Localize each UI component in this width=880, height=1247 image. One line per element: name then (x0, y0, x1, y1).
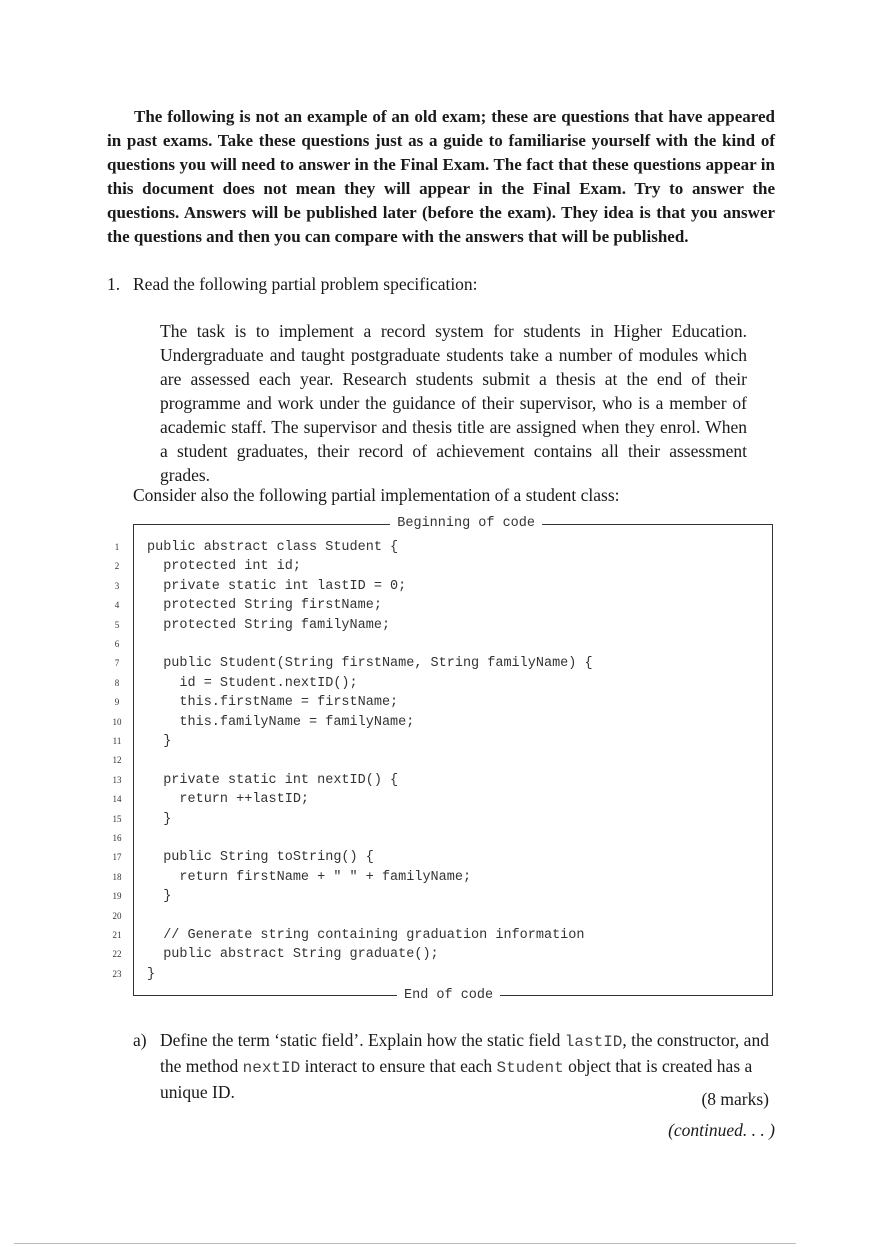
line-number: 19 (112, 891, 122, 902)
code-text: return ++lastID; (147, 792, 310, 808)
code-line (112, 829, 774, 848)
line-number: 17 (112, 852, 122, 863)
line-number: 2 (114, 561, 120, 572)
line-number: 20 (112, 910, 122, 921)
code-line (112, 771, 774, 790)
code-line (112, 868, 774, 887)
part-a-label: a) (133, 1030, 147, 1050)
line-number: 21 (112, 930, 122, 940)
code-text: } (147, 966, 156, 982)
code-line (114, 616, 774, 635)
line-number: 15 (112, 813, 122, 824)
code-text: public String toString() { (147, 850, 374, 866)
code-line (114, 596, 774, 615)
line-number: 4 (114, 600, 120, 611)
question-prompt: Read the following partial problem specification: (133, 274, 478, 294)
code-line (112, 810, 774, 829)
code-line (114, 538, 774, 557)
code-line (112, 907, 774, 926)
code-listing (112, 516, 773, 1003)
line-number: 1 (114, 542, 120, 552)
code-term-lastid: lastID (564, 1033, 623, 1051)
code-text: public abstract class Student { (147, 540, 399, 555)
line-number: 6 (114, 639, 120, 649)
code-line (112, 887, 774, 906)
intro-paragraph: The following is not an example of an old exam; these are questions that have appeared in past exams. Take these questions just as a guide to familiarise yourself with the kind of questions you will need to answer in the Final Exam. The fact that these questions appear in this document does not mean they will appear in the Final Exam. Try to answer the questions. Answers will be published later (before the exam). They idea is that you answer the questions and then you can compare with the answers that will be published. (107, 107, 775, 246)
line-number: 11 (112, 736, 122, 746)
code-text: } (147, 889, 172, 905)
code-begin-caption: Beginning of code (390, 516, 542, 532)
line-number: 9 (114, 697, 120, 708)
part-a-text-4: object that is created has a unique ID. (160, 1056, 753, 1102)
code-line (112, 965, 774, 984)
code-text: protected String firstName; (147, 598, 382, 614)
code-text: } (147, 734, 172, 749)
code-line (112, 713, 774, 732)
code-line (114, 674, 774, 693)
code-text: private static int nextID() { (147, 772, 399, 788)
code-text: public Student(String firstName, String familyName) { (147, 656, 593, 672)
continued-note: (continued. . . ) (668, 1120, 775, 1140)
part-a-text-1: Define the term ‘static field’. Explain how the static field (160, 1030, 565, 1050)
code-text: this.familyName = familyName; (147, 714, 415, 730)
code-text: id = Student.nextID(); (147, 675, 358, 691)
code-line (112, 790, 774, 809)
code-line (112, 945, 774, 964)
line-number: 13 (112, 774, 122, 785)
line-number: 23 (112, 968, 122, 979)
code-text: public abstract String graduate(); (147, 947, 439, 963)
code-text: } (147, 811, 172, 827)
code-text: protected String familyName; (147, 617, 391, 633)
line-number: 14 (112, 794, 122, 805)
code-introduction: Consider also the following partial implementation of a student class: (133, 485, 620, 505)
marks: (8 marks) (701, 1089, 769, 1109)
line-number: 8 (114, 677, 120, 688)
code-term-student: Student (496, 1059, 564, 1077)
problem-specification: The task is to implement a record system for students in Higher Education. Undergraduate and taught postgraduate students take a number of modules which are assessed each year. Research students submit a thesis at the end of their programme and work under the guidance of their supervisor, who is a member of academic staff. The supervisor and thesis title are assigned when they enrol. When a student graduates, their record of achievement contains all their assessment grades. (160, 321, 747, 485)
code-line (112, 848, 774, 867)
code-line (112, 926, 774, 945)
part-a-text-3: interact to ensure that each (300, 1056, 497, 1076)
code-term-nextid: nextID (242, 1059, 301, 1077)
line-number: 18 (112, 871, 122, 882)
code-line (114, 635, 774, 654)
line-number: 10 (112, 716, 122, 727)
code-line (114, 557, 774, 576)
question-number: 1. (107, 274, 121, 294)
code-end-caption: End of code (397, 988, 500, 1004)
code-text: protected int id; (147, 559, 301, 575)
part-a-text-2: , the constructor, and the method (160, 1030, 769, 1076)
code-text: private static int lastID = 0; (147, 578, 407, 594)
line-number: 3 (114, 580, 120, 591)
code-line (112, 732, 774, 751)
code-text: return firstName + " " + familyName; (147, 869, 472, 885)
line-number: 16 (112, 833, 122, 843)
code-line (112, 751, 774, 770)
code-line (114, 577, 774, 596)
line-number: 12 (112, 755, 122, 766)
line-number: 22 (112, 949, 122, 960)
line-number: 7 (114, 658, 120, 669)
code-line (114, 654, 774, 673)
footer-rule (14, 1243, 796, 1244)
part-a-question (160, 1028, 780, 1104)
code-text: this.firstName = firstName; (147, 695, 399, 711)
code-line (114, 693, 774, 712)
line-number: 5 (114, 619, 120, 630)
code-text: // Generate string containing graduation information (147, 928, 585, 943)
